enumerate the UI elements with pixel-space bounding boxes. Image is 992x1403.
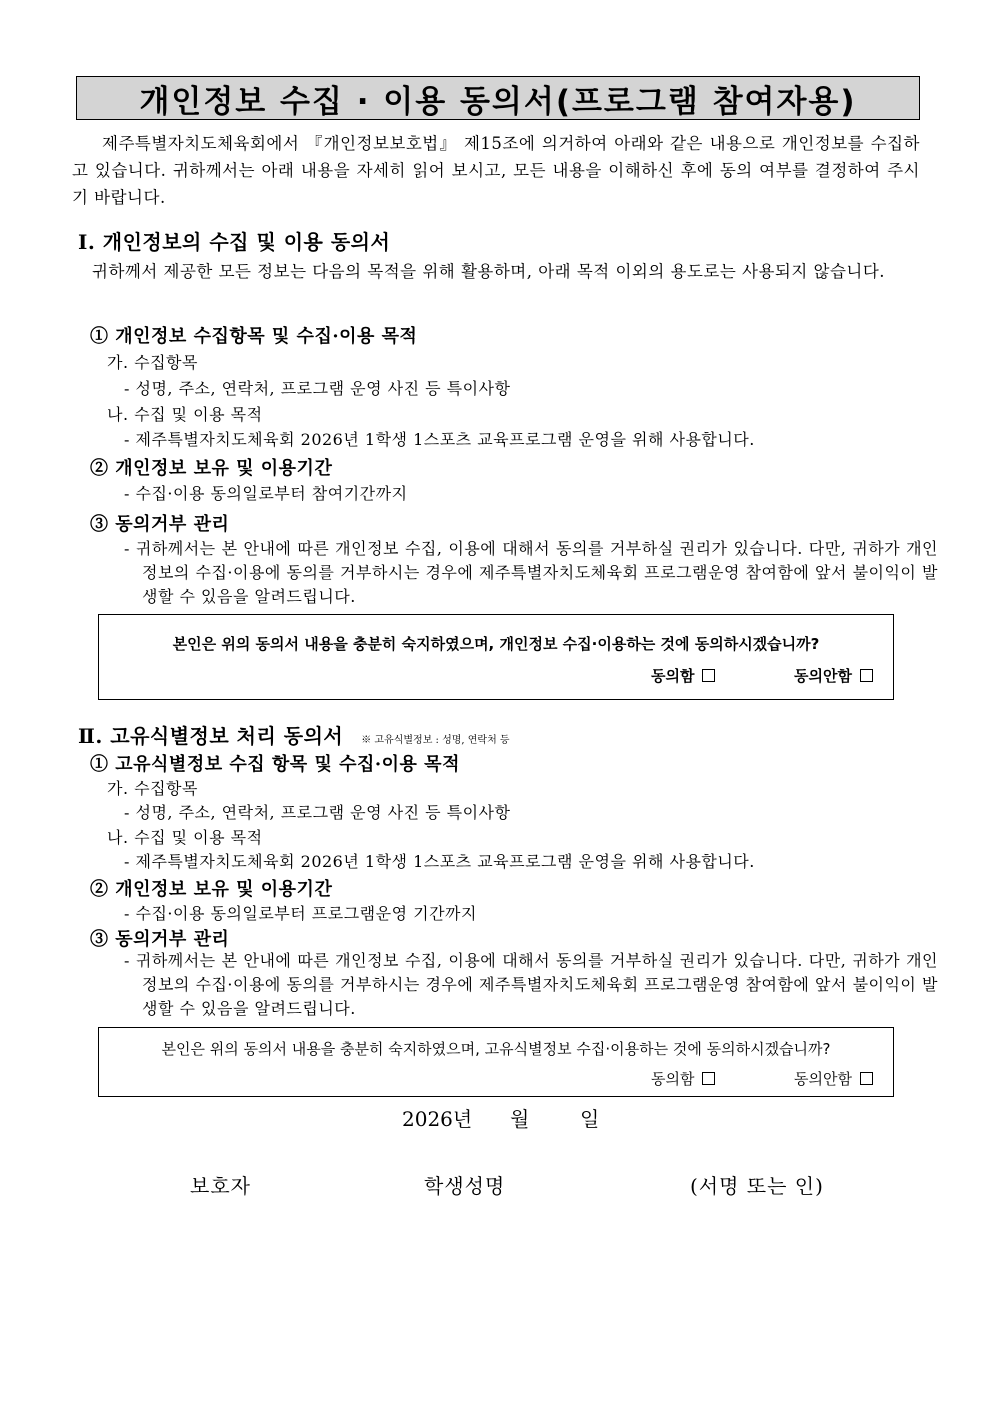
section1-sub3-heading: ③ 동의거부 관리	[90, 514, 230, 535]
section1-disagree-option[interactable]	[794, 665, 873, 686]
guardian-label: 보호자	[190, 1174, 251, 1198]
section2-sub2-heading: ② 개인정보 보유 및 이용기간	[90, 879, 333, 900]
section1-agree-checkbox[interactable]	[702, 669, 715, 682]
section2-sub3-text: - 귀하께서는 본 안내에 따른 개인정보 수집, 이용에 대해서 동의를 거부하실 권리가 있습니다. 다만, 귀하가 개인정보의 수집·이용에 동의를 거부하시는 경우에 제주특별자치도체육회 프로그램운영 참여함에 앞서 불이익이 발생할 수 있음을 알려드립니다.	[124, 951, 938, 1018]
date-month: 월	[510, 1107, 530, 1131]
section2-consent-box	[98, 1027, 894, 1097]
title-box	[76, 76, 920, 120]
intro-paragraph: 제주특별자치도체육회에서 『개인정보보호법』 제15조에 의거하여 아래와 같은 내용으로 개인정보를 수집하고 있습니다. 귀하께서는 아래 내용을 자세히 읽어 보시고, 모든 내용을 이해하신 후에 동의 여부를 결정하여 주시기 바랍니다.	[72, 134, 920, 207]
section2-disagree-option[interactable]	[794, 1068, 873, 1089]
section2-heading-row	[78, 720, 510, 749]
section1-sub1-heading: ① 개인정보 수집항목 및 수집·이용 목적	[90, 326, 418, 347]
section2-sub3-heading: ③ 동의거부 관리	[90, 929, 230, 950]
section2-sub1-heading: ① 고유식별정보 수집 항목 및 수집·이용 목적	[90, 754, 460, 775]
section2-item-b-label: 나. 수집 및 이용 목적	[107, 828, 263, 847]
section1-consent-box	[98, 614, 894, 700]
section1-item-b-label: 나. 수집 및 이용 목적	[107, 405, 263, 424]
section1-sub2-heading: ② 개인정보 보유 및 이용기간	[90, 458, 333, 479]
section2-disagree-checkbox[interactable]	[860, 1072, 873, 1085]
signature-label: (서명 또는 인)	[690, 1174, 824, 1198]
section1-item-b-text: - 제주특별자치도체육회 2026년 1학생 1스포츠 교육프로그램 운영을 위해 사용합니다.	[124, 430, 755, 449]
section1-item-a-label: 가. 수집항목	[107, 353, 198, 372]
section2-note: ※ 고유식별정보 : 성명, 연락처 등	[361, 735, 510, 746]
section2-item-b-text: - 제주특별자치도체육회 2026년 1학생 1스포츠 교육프로그램 운영을 위해 사용합니다.	[124, 852, 755, 871]
section2-heading: Ⅱ. 고유식별정보 처리 동의서	[78, 724, 344, 748]
section2-agree-checkbox[interactable]	[702, 1072, 715, 1085]
section2-disagree-label: 동의안함	[794, 1070, 852, 1088]
section1-heading: Ⅰ. 개인정보의 수집 및 이용 동의서	[78, 230, 391, 254]
section1-sub3-text: - 귀하께서는 본 안내에 따른 개인정보 수집, 이용에 대해서 동의를 거부하실 권리가 있습니다. 다만, 귀하가 개인정보의 수집·이용에 동의를 거부하시는 경우에 제주특별자치도체육회 프로그램운영 참여함에 앞서 불이익이 발생할 수 있음을 알려드립니다.	[124, 539, 938, 606]
section2-agree-option[interactable]	[651, 1068, 715, 1089]
section1-disagree-checkbox[interactable]	[860, 669, 873, 682]
section1-agree-option[interactable]	[651, 665, 715, 686]
section2-sub2-text: - 수집·이용 동의일로부터 프로그램운영 기간까지	[124, 904, 477, 923]
section2-agree-label: 동의함	[651, 1070, 695, 1088]
date-year: 2026년	[402, 1107, 473, 1131]
section1-disagree-label: 동의안함	[794, 667, 852, 685]
section1-item-a-text: - 성명, 주소, 연락처, 프로그램 운영 사진 등 특이사항	[124, 379, 511, 398]
date-day: 일	[580, 1107, 600, 1131]
section1-agree-label: 동의함	[651, 667, 695, 685]
section2-item-a-text: - 성명, 주소, 연락처, 프로그램 운영 사진 등 특이사항	[124, 803, 511, 822]
student-name-label: 학생성명	[424, 1174, 506, 1198]
section1-description: 귀하께서 제공한 모든 정보는 다음의 목적을 위해 활용하며, 아래 목적 이외의 용도로는 사용되지 않습니다.	[92, 262, 886, 281]
section1-consent-question: 본인은 위의 동의서 내용을 충분히 숙지하였으며, 개인정보 수집·이용하는 것에 동의하시겠습니까?	[172, 635, 820, 653]
section2-consent-question: 본인은 위의 동의서 내용을 충분히 숙지하였으며, 고유식별정보 수집·이용하는 것에 동의하시겠습니까?	[161, 1040, 831, 1058]
section2-item-a-label: 가. 수집항목	[107, 779, 198, 798]
page-title: 개인정보 수집 · 이용 동의서(프로그램 참여자용)	[139, 83, 857, 120]
section1-sub2-text: - 수집·이용 동의일로부터 참여기간까지	[124, 484, 408, 503]
